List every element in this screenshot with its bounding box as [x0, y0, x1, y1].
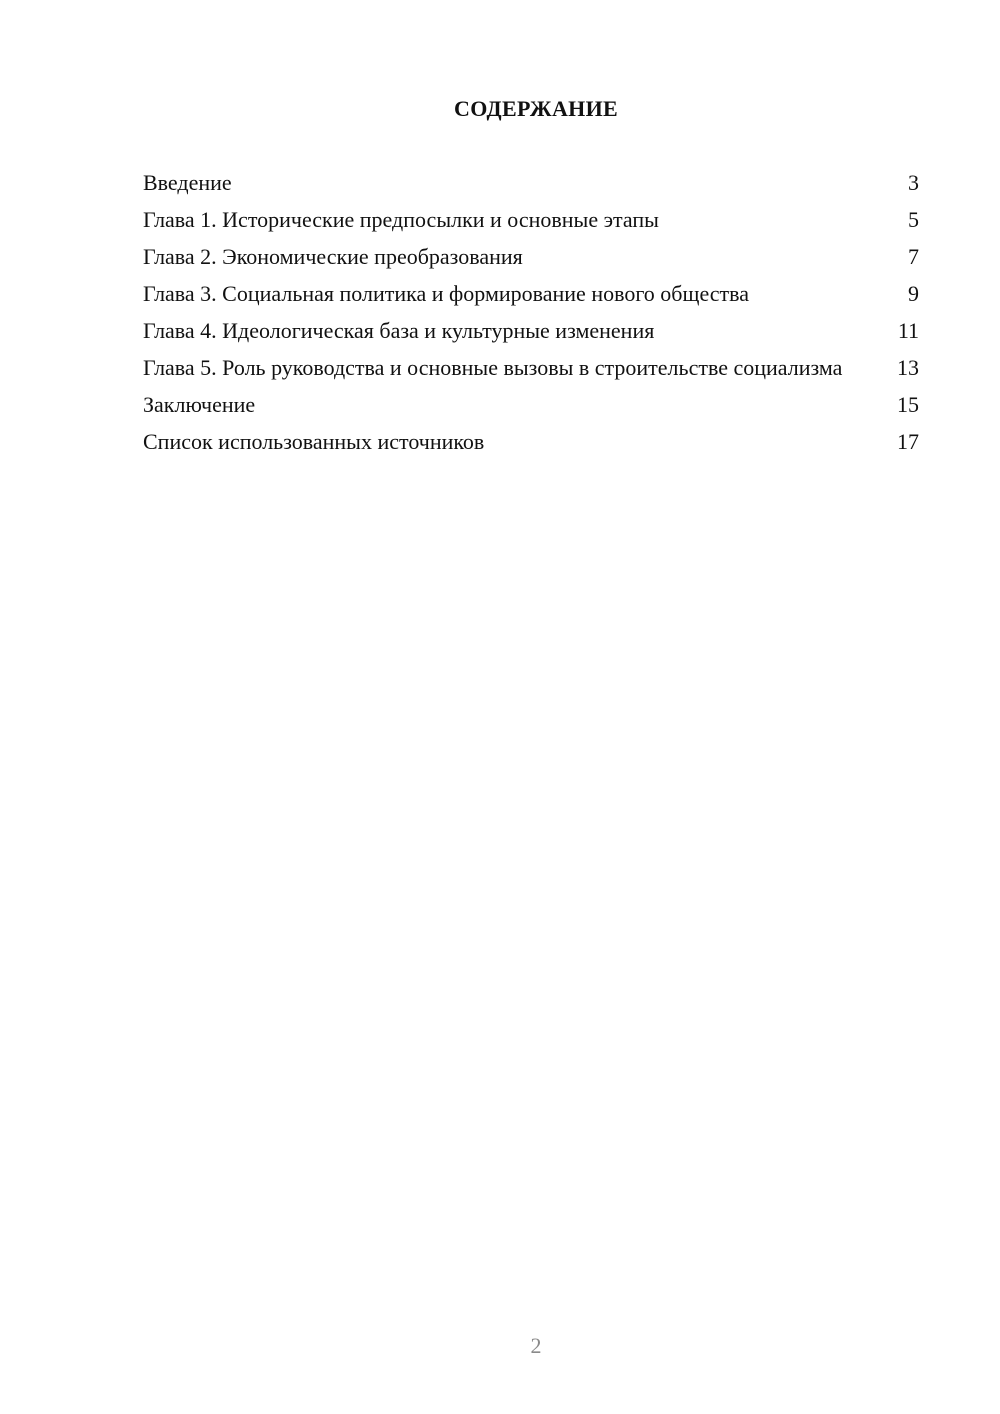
toc-entry-label: Глава 5. Роль руководства и основные вызовы в строительстве социализма: [143, 355, 843, 380]
table-of-contents: [143, 170, 919, 466]
toc-entry-page: 11: [897, 318, 919, 343]
toc-entry-label: Введение: [143, 170, 232, 195]
toc-entry-page: 15: [897, 392, 919, 417]
toc-entry-chapter-4[interactable]: [143, 318, 919, 344]
toc-entry-chapter-3[interactable]: [143, 281, 919, 307]
page-number: 2: [530, 1333, 542, 1358]
toc-entry-introduction[interactable]: [143, 170, 919, 196]
page-title: СОДЕРЖАНИЕ: [454, 96, 618, 121]
toc-entry-label: Глава 3. Социальная политика и формирование нового общества: [143, 281, 749, 306]
toc-entry-page: 9: [908, 281, 919, 306]
toc-entry-page: 3: [908, 170, 919, 195]
toc-entry-chapter-2[interactable]: [143, 244, 919, 270]
toc-entry-label: Глава 2. Экономические преобразования: [143, 244, 523, 269]
toc-entry-references[interactable]: [143, 429, 919, 455]
toc-entry-page: 13: [897, 355, 919, 380]
toc-entry-page: 7: [908, 244, 919, 269]
toc-entry-page: 5: [908, 207, 919, 232]
toc-entry-chapter-1[interactable]: [143, 207, 919, 233]
toc-entry-conclusion[interactable]: [143, 392, 919, 418]
toc-entry-label: Глава 4. Идеологическая база и культурные изменения: [143, 318, 655, 343]
toc-entry-label: Заключение: [143, 392, 256, 417]
toc-entry-chapter-5[interactable]: [143, 355, 919, 381]
toc-entry-label: Список использованных источников: [143, 429, 485, 454]
toc-entry-label: Глава 1. Исторические предпосылки и основные этапы: [143, 207, 659, 232]
toc-entry-page: 17: [897, 429, 919, 454]
